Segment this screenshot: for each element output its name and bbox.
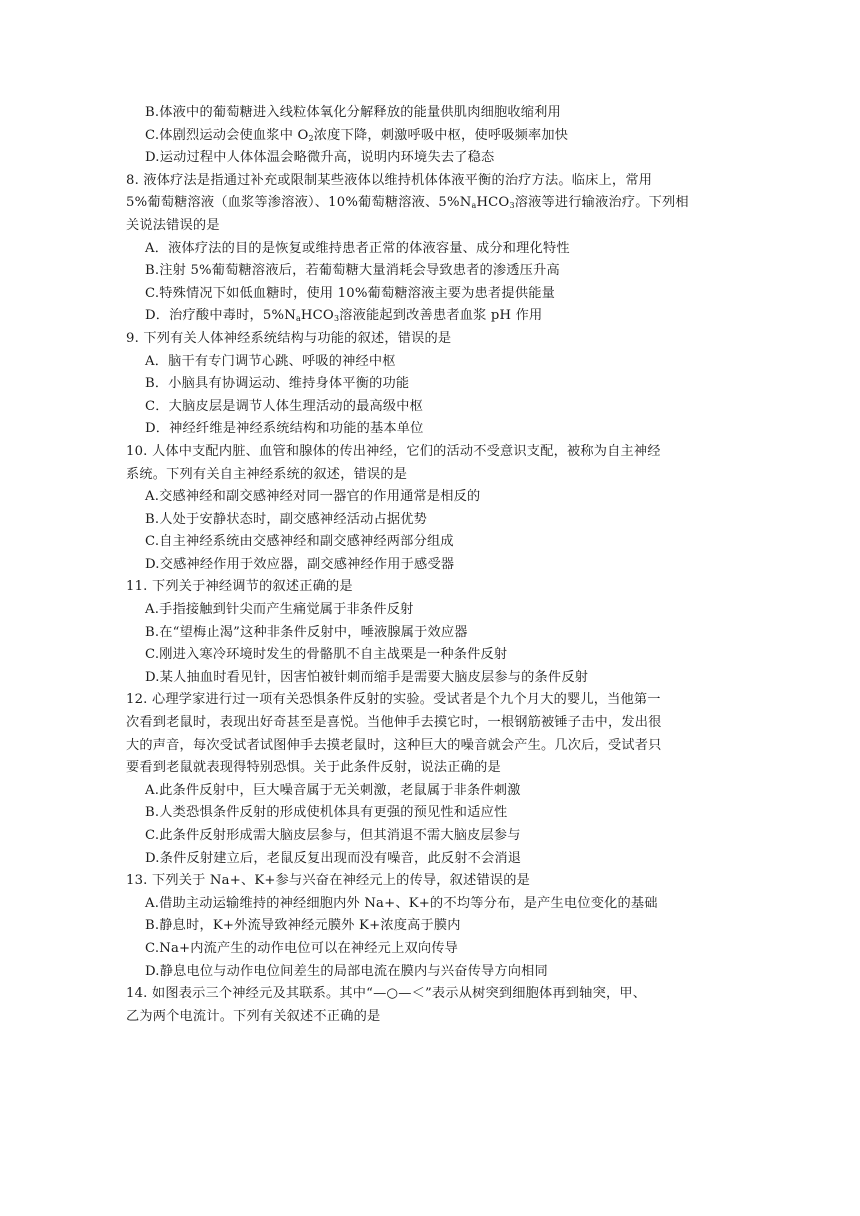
q13-stem: 13. 下列关于 Na+、K+参与兴奋在神经元上的传导，叙述错误的是 xyxy=(126,873,531,889)
q8-stem-line-3: 关说法错误的是 xyxy=(126,217,220,233)
hco3-subscript: 3 xyxy=(333,314,340,324)
q10-option-d: D.交感神经作用于效应器，副交感神经作用于感受器 xyxy=(145,556,455,572)
q8-stem-line-2 xyxy=(126,192,736,215)
q12-option-a: A.此条件反射中，巨大噪音属于无关刺激，老鼠属于非条件刺激 xyxy=(145,782,521,798)
q13-option-b: B.静息时，K+外流导致神经元膜外 K+浓度高于膜内 xyxy=(145,918,461,934)
q12-option-b: B.人类恐惧条件反射的形成使机体具有更强的预见性和适应性 xyxy=(145,805,508,821)
na-subscript: a xyxy=(471,201,477,211)
q12-stem-line-1: 12. 心理学家进行过一项有关恐惧条件反射的实验。受试者是个九个月大的婴儿，当他第一 xyxy=(126,692,661,708)
q7-option-d: D.运动过程中人体体温会略微升高，说明内环境失去了稳态 xyxy=(145,150,495,166)
q8-option-b: B.注射 5%葡萄糖溶液后，若葡萄糖大量消耗会导致患者的渗透压升高 xyxy=(145,263,560,279)
na-subscript: a xyxy=(295,314,301,324)
q8-stem-line-2-rest: 溶液等进行输液治疗。下列相 xyxy=(514,195,689,211)
q7-option-c-text: C.体剧烈运动会使血浆中 O xyxy=(145,127,309,143)
q9-option-d: D．神经纤维是神经系统结构和功能的基本单位 xyxy=(145,421,424,437)
q10-stem-line-2: 系统。下列有关自主神经系统的叙述，错误的是 xyxy=(126,466,408,482)
q8-option-d xyxy=(126,305,736,328)
hco-text: HCO xyxy=(476,195,510,211)
q12-stem-line-3: 大的声音，每次受试者试图伸手去摸老鼠时，这种巨大的噪音就会产生。几次后，受试者只 xyxy=(126,737,662,753)
q11-option-b: B.在“望梅止渴”这种非条件反射中，唾液腺属于效应器 xyxy=(145,624,468,640)
q9-option-c: C．大脑皮层是调节人体生理活动的最高级中枢 xyxy=(145,398,424,414)
q11-stem: 11. 下列关于神经调节的叙述正确的是 xyxy=(126,579,353,595)
q9-stem: 9. 下列有关人体神经系统结构与功能的叙述，错误的是 xyxy=(126,330,452,346)
q7-option-c-text-rest: 浓度下降，刺激呼吸中枢，使呼吸频率加快 xyxy=(313,127,569,143)
q9-option-b: B．小脑具有协调运动、维持身体平衡的功能 xyxy=(145,376,410,392)
q8-stem-line-2-text: 5%葡萄糖溶液（血浆等渗溶液）、10%葡萄糖溶液、5%N xyxy=(126,195,472,211)
q8-option-d-text: D．治疗酸中毒时，5%N xyxy=(145,308,296,324)
q10-stem-line-1: 10. 人体中支配内脏、血管和腺体的传出神经，它们的活动不受意识支配，被称为自主神经 xyxy=(126,443,661,459)
q14-stem-line-1: 14. 如图表示三个神经元及其联系。其中“—○—＜”表示从树突到细胞体再到轴突，甲、 xyxy=(126,986,647,1002)
q10-option-b: B.人处于安静状态时，副交感神经活动占据优势 xyxy=(145,511,428,527)
q11-option-d: D.某人抽血时看见针，因害怕被针刺而缩手是需要大脑皮层参与的条件反射 xyxy=(145,669,589,685)
q12-option-c: C.此条件反射形成需大脑皮层参与，但其消退不需大脑皮层参与 xyxy=(145,828,521,843)
hco3-subscript: 3 xyxy=(509,201,515,211)
o2-subscript: 2 xyxy=(308,133,314,143)
q13-option-a: A.借助主动运输维持的神经细胞内外 Na+、K+的不均等分布，是产生电位变化的基础 xyxy=(145,895,658,911)
q8-option-a: A．液体疗法的目的是恢复或维持患者正常的体液容量、成分和理化特性 xyxy=(145,240,570,256)
q10-option-c: C.自主神经系统由交感神经和副交感神经两部分组成 xyxy=(145,534,454,550)
q11-option-c: C.刚进入寒冷环境时发生的骨骼肌不自主战栗是一种条件反射 xyxy=(145,647,508,663)
q8-option-c: C.特殊情况下如低血糖时，使用 10%葡萄糖溶液主要为患者提供能量 xyxy=(145,285,555,301)
q8-stem-line-1: 8. 液体疗法是指通过补充或限制某些液体以维持机体体液平衡的治疗方法。临床上，常用 xyxy=(126,172,653,188)
q14-stem-line-2: 乙为两个电流计。下列有关叙述不正确的是 xyxy=(126,1008,381,1024)
q8-option-d-rest: 溶液能起到改善患者血浆 pH 作用 xyxy=(339,308,543,324)
exam-page xyxy=(126,102,736,1028)
q12-option-d: D.条件反射建立后，老鼠反复出现而没有噪音，此反射不会消退 xyxy=(145,850,522,866)
q11-option-a: A.手指接触到针尖而产生痛觉属于非条件反射 xyxy=(145,602,414,618)
q7-option-c xyxy=(126,125,736,148)
hco-text: HCO xyxy=(300,308,334,324)
q12-stem-line-2: 次看到老鼠时，表现出好奇甚至是喜悦。当他伸手去摸它时，一根钢筋被锤子击中，发出很 xyxy=(126,715,662,731)
q10-option-a: A.交感神经和副交感神经对同一器官的作用通常是相反的 xyxy=(145,489,481,505)
q7-option-b: B.体液中的葡萄糖进入线粒体氧化分解释放的能量供肌肉细胞收缩利用 xyxy=(145,105,561,120)
q9-option-a: A．脑干有专门调节心跳、呼吸的神经中枢 xyxy=(145,353,396,369)
q12-stem-line-4: 要看到老鼠就表现得特别恐惧。关于此条件反射，说法正确的是 xyxy=(126,760,501,776)
q13-option-d: D.静息电位与动作电位间差生的局部电流在膜内与兴奋传导方向相同 xyxy=(145,963,548,979)
q13-option-c: C.Na+内流产生的动作电位可以在神经元上双向传导 xyxy=(145,940,459,956)
